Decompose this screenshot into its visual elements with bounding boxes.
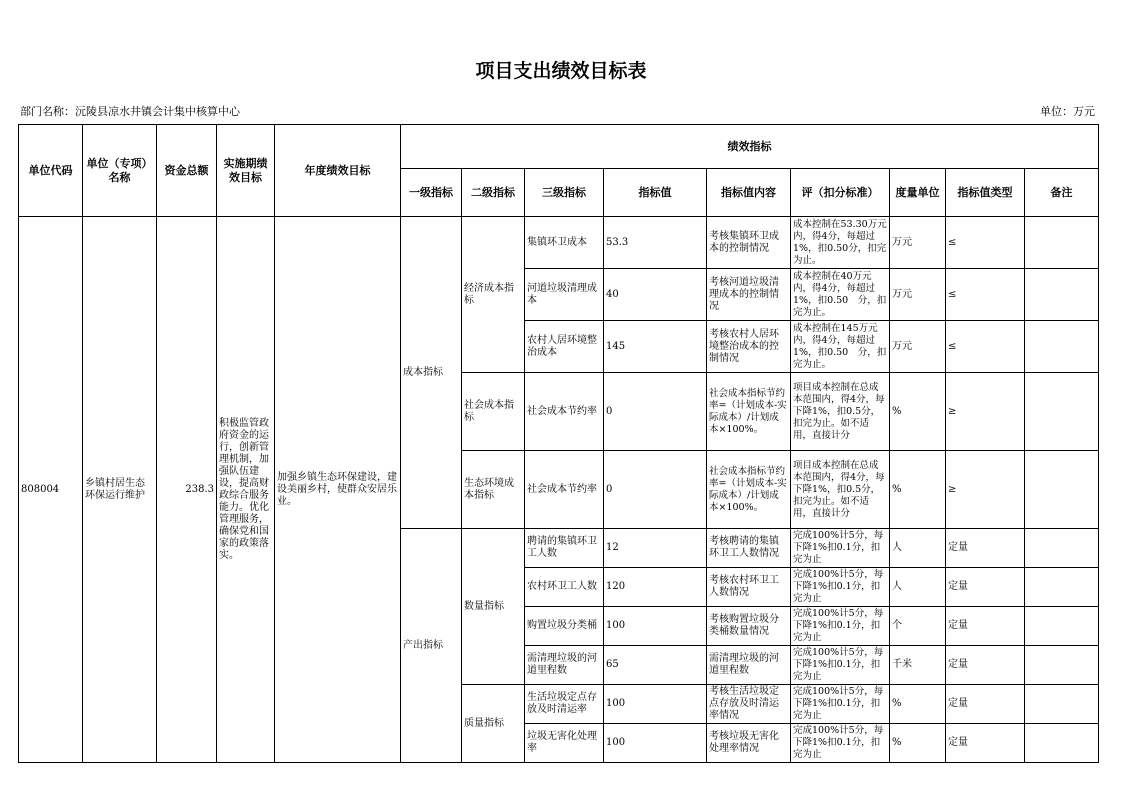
vtype-cell: 定量 bbox=[946, 568, 1025, 607]
header-value-content: 指标值内容 bbox=[707, 169, 791, 217]
content-cell: 需清理垃圾的河道里程数 bbox=[707, 646, 791, 685]
measure-cell: 万元 bbox=[890, 217, 946, 269]
remark-cell bbox=[1025, 321, 1099, 373]
remark-cell bbox=[1025, 451, 1099, 529]
level2-quantity-cell: 数量指标 bbox=[462, 529, 525, 685]
value-cell: 100 bbox=[604, 685, 707, 724]
vtype-cell: ≤ bbox=[946, 321, 1025, 373]
vtype-cell: ≤ bbox=[946, 217, 1025, 269]
score-cell: 项目成本控制在总成本范围内，得4分，每下降1%，扣0.5分，扣完为止。如不适用，直接计分 bbox=[791, 373, 890, 451]
value-cell: 65 bbox=[604, 646, 707, 685]
content-cell: 考核河道垃圾清理成本的控制情况 bbox=[707, 269, 791, 321]
level3-cell: 聘请的集镇环卫工人数 bbox=[525, 529, 604, 568]
score-cell: 完成100%计5分，每下降1%扣0.1分，扣完为止 bbox=[791, 607, 890, 646]
score-cell: 完成100%计5分，每下降1%扣0.1分，扣完为止 bbox=[791, 529, 890, 568]
level3-cell: 生活垃圾定点存放及时清运率 bbox=[525, 685, 604, 724]
value-cell: 100 bbox=[604, 724, 707, 763]
header-row-1 bbox=[19, 125, 1099, 169]
header-performance-indicators: 绩效指标 bbox=[401, 125, 1099, 169]
remark-cell bbox=[1025, 607, 1099, 646]
header-level3: 三级指标 bbox=[525, 169, 604, 217]
remark-cell bbox=[1025, 724, 1099, 763]
measure-cell: 万元 bbox=[890, 269, 946, 321]
level3-cell: 农村人居环境整治成本 bbox=[525, 321, 604, 373]
score-cell: 成本控制在40万元内，得4分，每超过1%，扣0.50 分，扣完为止。 bbox=[791, 269, 890, 321]
value-cell: 40 bbox=[604, 269, 707, 321]
level2-quality-cell: 质量指标 bbox=[462, 685, 525, 763]
score-cell: 成本控制在145万元内，得4分，每超过1%，扣0.50 分，扣完为止。 bbox=[791, 321, 890, 373]
score-cell: 完成100%计5分，每下降1%扣0.1分，扣完为止 bbox=[791, 646, 890, 685]
content-cell: 考核农村人居环境整治成本的控制情况 bbox=[707, 321, 791, 373]
remark-cell bbox=[1025, 373, 1099, 451]
vtype-cell: 定量 bbox=[946, 724, 1025, 763]
header-period-goal: 实施期绩效目标 bbox=[217, 125, 275, 217]
measure-cell: 千米 bbox=[890, 646, 946, 685]
page-title: 项目支出绩效目标表 bbox=[475, 60, 647, 82]
measure-cell: % bbox=[890, 373, 946, 451]
content-cell: 考核聘请的集镇环卫工人数情况 bbox=[707, 529, 791, 568]
value-cell: 0 bbox=[604, 451, 707, 529]
header-scoring: 评（扣分标准） bbox=[791, 169, 890, 217]
level3-cell: 河道垃圾清理成本 bbox=[525, 269, 604, 321]
measure-cell: % bbox=[890, 724, 946, 763]
unit-label: 单位：万元 bbox=[1040, 105, 1095, 118]
content-cell: 考核农村环卫工人数情况 bbox=[707, 568, 791, 607]
header-remark: 备注 bbox=[1025, 169, 1099, 217]
level2-econ-cell: 经济成本指标 bbox=[462, 217, 525, 373]
level3-cell: 集镇环卫成本 bbox=[525, 217, 604, 269]
level3-cell: 购置垃圾分类桶 bbox=[525, 607, 604, 646]
measure-cell: % bbox=[890, 451, 946, 529]
value-cell: 0 bbox=[604, 373, 707, 451]
level3-cell: 社会成本节约率 bbox=[525, 373, 604, 451]
vtype-cell: 定量 bbox=[946, 607, 1025, 646]
department-name: 部门名称：沅陵县凉水井镇会计集中核算中心 bbox=[20, 105, 240, 118]
remark-cell bbox=[1025, 217, 1099, 269]
value-cell: 145 bbox=[604, 321, 707, 373]
header-indicator-value: 指标值 bbox=[604, 169, 707, 217]
table-row bbox=[19, 217, 1099, 269]
content-cell: 考核垃圾无害化处理率情况 bbox=[707, 724, 791, 763]
content-cell: 社会成本指标节约率=（计划成本-实际成本）/计划成本×100%。 bbox=[707, 373, 791, 451]
header-value-type: 指标值类型 bbox=[946, 169, 1025, 217]
content-cell: 考核购置垃圾分类桶数量情况 bbox=[707, 607, 791, 646]
level3-cell: 垃圾无害化处理率 bbox=[525, 724, 604, 763]
fund-total-cell: 238.3 bbox=[157, 217, 217, 763]
annual-goal-cell: 加强乡镇生态环保建设，建设美丽乡村，使群众安居乐业。 bbox=[275, 217, 401, 763]
remark-cell bbox=[1025, 685, 1099, 724]
vtype-cell: 定量 bbox=[946, 529, 1025, 568]
level3-cell: 农村环卫工人数 bbox=[525, 568, 604, 607]
vtype-cell: 定量 bbox=[946, 646, 1025, 685]
header-level1: 一级指标 bbox=[401, 169, 462, 217]
remark-cell bbox=[1025, 568, 1099, 607]
unit-code-cell: 808004 bbox=[19, 217, 83, 763]
measure-cell: 万元 bbox=[890, 321, 946, 373]
measure-cell: 人 bbox=[890, 529, 946, 568]
measure-cell: 人 bbox=[890, 568, 946, 607]
level3-cell: 需清理垃圾的河道里程数 bbox=[525, 646, 604, 685]
header-unit-name: 单位（专项）名称 bbox=[83, 125, 157, 217]
content-cell: 考核生活垃圾定点存放及时清运率情况 bbox=[707, 685, 791, 724]
header-fund-total: 资金总额 bbox=[157, 125, 217, 217]
measure-cell: % bbox=[890, 685, 946, 724]
value-cell: 12 bbox=[604, 529, 707, 568]
level2-social-cell: 社会成本指标 bbox=[462, 373, 525, 451]
score-cell: 完成100%计5分，每下降1%扣0.1分，扣完为止 bbox=[791, 568, 890, 607]
header-unit-code: 单位代码 bbox=[19, 125, 83, 217]
measure-cell: 个 bbox=[890, 607, 946, 646]
content-cell: 考核集镇环卫成本的控制情况 bbox=[707, 217, 791, 269]
score-cell: 项目成本控制在总成本范围内，得4分，每下降1%，扣0.5分，扣完为止。如不适用，直接计分 bbox=[791, 451, 890, 529]
vtype-cell: ≥ bbox=[946, 373, 1025, 451]
level2-eco-cell: 生态环境成本指标 bbox=[462, 451, 525, 529]
value-cell: 53.3 bbox=[604, 217, 707, 269]
content-cell: 社会成本指标节约率=（计划成本-实际成本）/计划成本×100%。 bbox=[707, 451, 791, 529]
value-cell: 120 bbox=[604, 568, 707, 607]
remark-cell bbox=[1025, 646, 1099, 685]
score-cell: 完成100%计5分，每下降1%扣0.1分，扣完为止 bbox=[791, 724, 890, 763]
header-annual-goal: 年度绩效目标 bbox=[275, 125, 401, 217]
header-measure-unit: 度量单位 bbox=[890, 169, 946, 217]
level3-cell: 社会成本节约率 bbox=[525, 451, 604, 529]
vtype-cell: 定量 bbox=[946, 685, 1025, 724]
performance-table bbox=[18, 124, 1099, 763]
period-goal-cell: 积极监管政府资金的运行，创新管理机制，加强队伍建设，提高财政综合服务能力。优化管理服务，确保党和国家的政策落实。 bbox=[217, 217, 275, 763]
score-cell: 完成100%计5分，每下降1%扣0.1分，扣完为止 bbox=[791, 685, 890, 724]
score-cell: 成本控制在53.30万元内，得4分，每超过1%，扣0.50分，扣完为止。 bbox=[791, 217, 890, 269]
header-level2: 二级指标 bbox=[462, 169, 525, 217]
remark-cell bbox=[1025, 269, 1099, 321]
vtype-cell: ≥ bbox=[946, 451, 1025, 529]
vtype-cell: ≤ bbox=[946, 269, 1025, 321]
level1-output-cell: 产出指标 bbox=[401, 529, 462, 763]
unit-name-cell: 乡镇村居生态环保运行维护 bbox=[83, 217, 157, 763]
level1-cost-cell: 成本指标 bbox=[401, 217, 462, 529]
remark-cell bbox=[1025, 529, 1099, 568]
value-cell: 100 bbox=[604, 607, 707, 646]
